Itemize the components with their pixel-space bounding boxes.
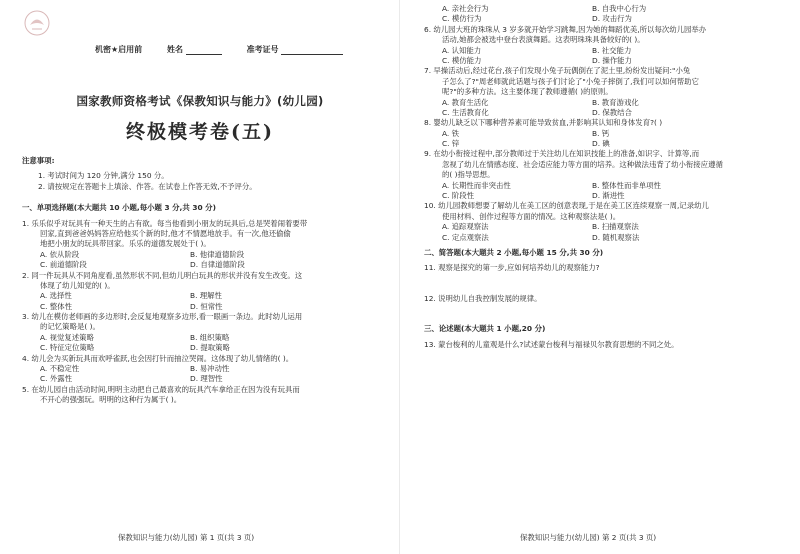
section1-heading: 一、单项选择题(本大题共 10 小题,每小题 3 分,共 30 分) (22, 203, 216, 213)
option-d[interactable]: D. 自律道德阶段 (190, 260, 245, 270)
question-6: 6. 幼儿园大班的珠珠从 3 岁多就开始学习跳舞,因为她的舞蹈优美,所以每次幼儿园举办 活动,她都会被选中登台表演舞蹈。这表明珠珠具备较好的( )。 A. 认知能力 B. 社交能力 C. 模仿能力 D. 操作能力 (424, 25, 780, 67)
option-b[interactable]: B. 自我中心行为 (592, 4, 647, 13)
option-b[interactable]: B. 组织策略 (190, 332, 230, 342)
option-c[interactable]: C. 模仿行为 (442, 14, 482, 24)
option-c[interactable]: C. 生活教育化 (442, 107, 489, 117)
option-b[interactable]: B. 扫描观察法 (592, 222, 639, 232)
option-c[interactable]: C. 锌 (442, 139, 460, 149)
option-d[interactable]: D. 操作能力 (592, 55, 632, 65)
ticket-number-field[interactable]: 准考证号 (247, 45, 344, 54)
notes-heading: 注意事项: (22, 156, 55, 165)
confidential-label: 机密★启用前 (95, 45, 143, 54)
option-a[interactable]: A. 追踪观察法 (442, 222, 489, 232)
name-field[interactable]: 姓名 (167, 45, 222, 54)
option-c[interactable]: C. 前道德阶段 (40, 260, 87, 270)
exam-title: 国家教师资格考试《保教知识与能力》(幼儿园) (76, 94, 324, 108)
option-b[interactable]: B. 社交能力 (592, 45, 632, 55)
option-b[interactable]: B. 钙 (592, 128, 610, 138)
question-9: 9. 在幼小衔接过程中,部分教师过于关注幼儿在知识技能上的准备,如识字、计算等,而 忽视了幼儿在情感态度、社会适应能力等方面的培养。这种做法违背了幼小衔接应遵循 的( )指导思想。 A. 长期性而非突击性 B. 整体性而非单项性 C. 阶段性 D. 渐进性 (424, 149, 780, 201)
question-13: 13. 蒙台梭利的儿童观是什么?试述蒙台梭利与福禄贝尔教育思想的不同之处。 (424, 339, 679, 349)
option-d[interactable]: D. 攻击行为 (592, 14, 632, 24)
question-2: 2. 同一件玩具从不同角度看,虽然形状不同,但幼儿明白玩具的形状并没有发生改变。这 体现了幼儿知觉的( )。 A. 选择性 B. 理解性 C. 整体性 D. 恒常性 (22, 271, 382, 313)
section3-heading: 三、论述题(本大题共 1 小题,20 分) (424, 324, 546, 334)
option-a[interactable]: A. 铁 (442, 128, 460, 138)
question-11: 11. 观察是探究的第一步,应如何培养幼儿的观察能力? (424, 263, 600, 273)
left-content (22, 156, 382, 406)
option-d[interactable]: D. 恒常性 (190, 301, 223, 311)
option-d[interactable]: D. 理智性 (190, 374, 223, 384)
option-b[interactable]: B. 教育游戏化 (592, 97, 639, 107)
option-a[interactable]: A. 选择性 (40, 291, 72, 301)
question-10: 10. 幼儿园教师想要了解幼儿在美工区的创意表现,于是在美工区连续观察一周,记录幼儿 使用材料、创作过程等方面的情况。这种观察法是( )。 A. 追踪观察法 B. 扫描观察法 C. 定点观察法 D. 随机观察法 (424, 201, 780, 243)
option-d[interactable]: D. 提取策略 (190, 343, 230, 353)
option-a[interactable]: A. 依从阶段 (40, 249, 80, 259)
option-d[interactable]: D. 渐进性 (592, 191, 625, 201)
question-4: 4. 幼儿会为买新玩具而欢呼雀跃,也会因打针而抽泣哭闹。这体现了幼儿情绪的( )。 A. 不稳定性 B. 易冲动性 C. 外露性 D. 理智性 (22, 354, 382, 385)
question-12: 12. 说明幼儿自我控制发展的规律。 (424, 293, 542, 303)
section2-heading: 二、简答题(本大题共 2 小题,每小题 15 分,共 30 分) (424, 247, 604, 257)
option-b[interactable]: B. 他律道德阶段 (190, 249, 245, 259)
question-8: 8. 婴幼儿缺乏以下哪种营养素可能导致贫血,并影响其认知和身体发育?( ) A. 铁 B. 钙 C. 锌 D. 碘 (424, 118, 780, 149)
question-5: 5. 在幼儿园自由活动时间,明明主动把自己最喜欢的玩具汽车拿给正在因为没有玩具而 不开心的强强玩。明明的这种行为属于( )。 (22, 384, 300, 405)
option-c[interactable]: C. 整体性 (40, 301, 73, 311)
note-item: 2. 请按规定在答题卡上填涂、作答。在试卷上作答无效,不予评分。 (38, 181, 257, 191)
option-b[interactable]: B. 整体性而非单项性 (592, 180, 661, 190)
option-a[interactable]: A. 长期性而非突击性 (442, 180, 511, 190)
option-c[interactable]: C. 外露性 (40, 374, 73, 384)
header-info (95, 44, 343, 55)
question-5-options (424, 4, 780, 25)
option-d[interactable]: D. 保教结合 (592, 107, 632, 117)
option-a[interactable]: A. 亲社会行为 (442, 4, 489, 13)
option-a[interactable]: A. 教育生活化 (442, 97, 489, 107)
note-item: 1. 考试时间为 120 分钟,满分 150 分。 (38, 171, 169, 181)
right-content (424, 4, 780, 350)
paper-title: 终极模考卷(五) (126, 121, 274, 143)
option-d[interactable]: D. 随机观察法 (592, 232, 640, 242)
option-b[interactable]: B. 理解性 (190, 291, 222, 301)
option-c[interactable]: C. 模仿能力 (442, 55, 482, 65)
publisher-logo-icon (24, 10, 50, 36)
question-3: 3. 幼儿在模仿老师画的多边形时,会反复地观察多边形,看一眼画一条边。此时幼儿运用 的记忆策略是( )。 A. 视觉复述策略 B. 组织策略 C. 特征定位策略 D. 提取策略 (22, 312, 382, 354)
option-a[interactable]: A. 认知能力 (442, 45, 482, 55)
option-c[interactable]: C. 定点观察法 (442, 232, 489, 242)
option-c[interactable]: C. 阶段性 (442, 191, 475, 201)
option-d[interactable]: D. 碘 (592, 139, 610, 149)
page-footer-right: 保教知识与能力(幼儿园) 第 2 页(共 3 页) (520, 533, 657, 542)
option-a[interactable]: A. 视觉复述策略 (40, 332, 94, 342)
question-1: 1. 乐乐似乎对玩具有一种天生的占有欲。每当他看到小朋友的玩具后,总是哭着闹着要带 回家,直到爸爸妈妈答应给他买个新的时,他才不情愿地放手。有一次,他还偷偷 地把小朋友的玩具带回家。乐乐的道德发展处于( )。 A. 依从阶段 B. 他律道德阶段 C. 前道德阶段 D. 自律道德阶段 (22, 219, 382, 271)
right-page (400, 0, 800, 554)
option-c[interactable]: C. 特征定位策略 (40, 343, 95, 353)
page-footer-left: 保教知识与能力(幼儿园) 第 1 页(共 3 页) (118, 533, 255, 542)
option-a[interactable]: A. 不稳定性 (40, 364, 80, 374)
option-b[interactable]: B. 易冲动性 (190, 364, 230, 374)
question-7: 7. 早操活动后,经过花台,孩子们发现小兔子玩偶倒在了泥土里,纷纷发出疑问:"小兔 子怎么了?"周老师就此话题与孩子们讨论了"小兔子摔倒了,我们可以如何帮助它 呢?"的多种方法。这主要体现了教师遵循( )的原则。 A. 教育生活化 B. 教育游戏化 C. 生活教育化 D. 保教结合 (424, 66, 780, 118)
